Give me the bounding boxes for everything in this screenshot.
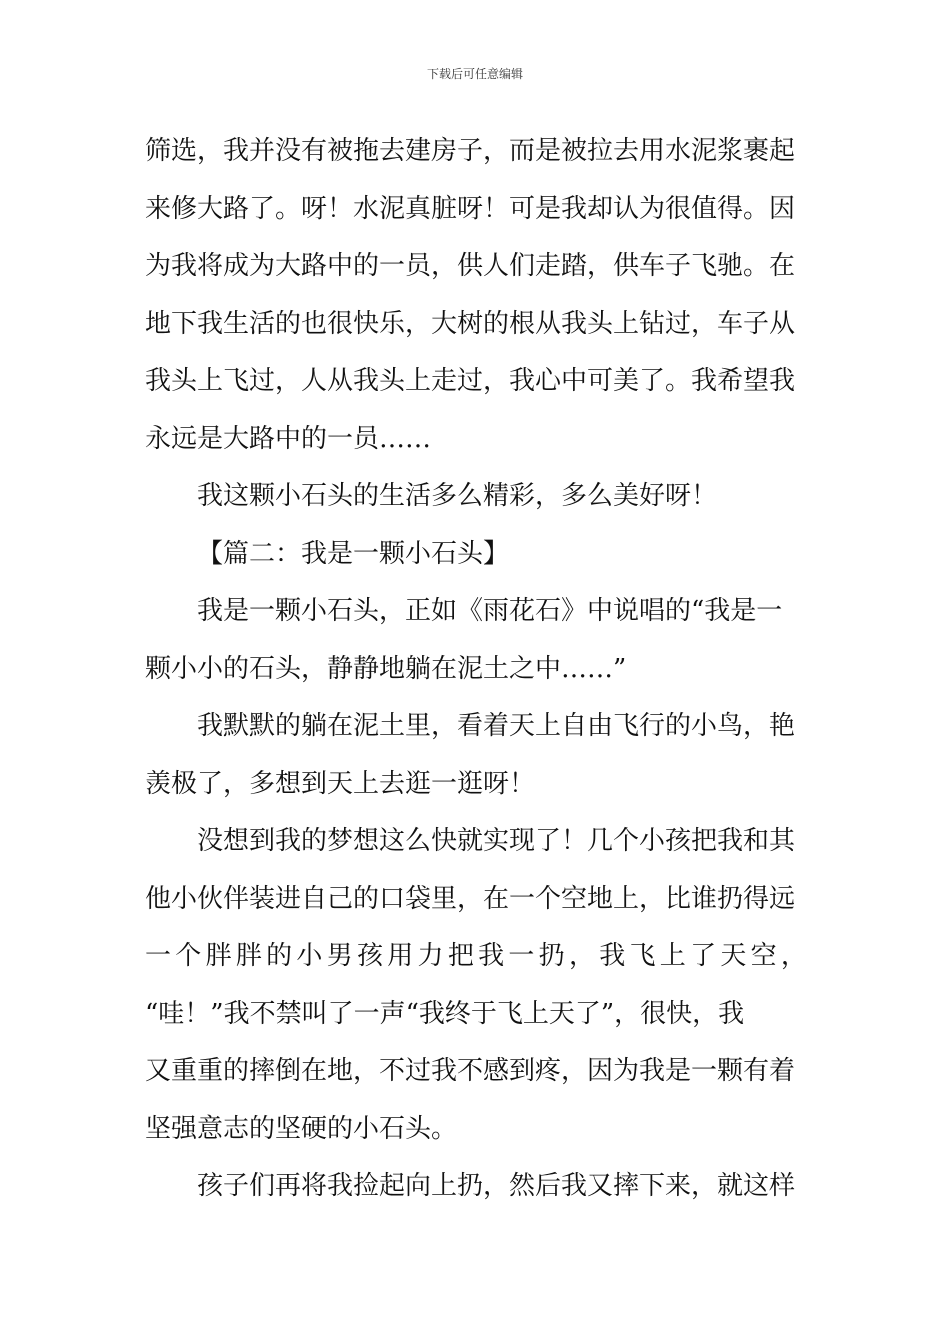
text-line-justified (145, 933, 807, 991)
text-char: 我 (478, 941, 505, 971)
text-line: 我是一颗小石头，正如《雨花石》中说唱的“我是一 (197, 596, 783, 626)
text-char: 把 (447, 941, 474, 971)
text-char: 扔 (538, 941, 565, 971)
text-line: 地下我生活的也很快乐，大树的根从我头上钻过，车子从 (145, 308, 796, 339)
document-body (145, 128, 807, 1221)
text-char: 飞 (629, 941, 656, 971)
text-line: 他小伙伴装进自己的口袋里，在一个空地上，比谁扔得远 (145, 883, 796, 914)
text-line: 颗小小的石头，静静地躺在泥土之中……” (145, 653, 627, 684)
text-char: 小 (296, 941, 323, 971)
text-line: 坚强意志的坚硬的小石头。 (145, 1113, 458, 1144)
section-heading: 【篇二：我是一颗小石头】 (197, 538, 510, 569)
text-char: 上 (659, 941, 686, 971)
text-char: ， (568, 941, 595, 971)
text-line: 没想到我的梦想这么快就实现了！几个小孩把我和其 (197, 826, 796, 856)
text-line: 筛选，我并没有被拖去建房子，而是被拉去用水泥浆裹起 (145, 136, 796, 166)
text-line: 我默默的躺在泥土里，看着天上自由飞行的小鸟，艳 (197, 711, 796, 741)
text-line: 为我将成为大路中的一员，供人们走踏，供车子飞驰。在 (145, 251, 796, 281)
text-char: 一 (145, 941, 172, 971)
text-line: 来修大路了。呀！水泥真脏呀！可是我却认为很值得。因 (145, 193, 796, 224)
text-line: 我头上飞过，人从我头上走过，我心中可美了。我希望我 (145, 366, 796, 396)
text-char: 孩 (356, 941, 383, 971)
text-char: 我 (599, 941, 626, 971)
text-char: 胖 (235, 941, 262, 971)
text-char: 天 (720, 941, 747, 971)
text-line: 羡极了，多想到天上去逛一逛呀！ (145, 768, 536, 799)
text-line: “哇！”我不禁叫了一声“我终于飞上天了”，很快，我 (145, 998, 745, 1029)
text-char: 力 (417, 941, 444, 971)
text-char: 了 (690, 941, 717, 971)
text-char: 用 (387, 941, 414, 971)
text-char: 的 (266, 941, 293, 971)
text-char: 个 (175, 941, 202, 971)
page-header: 下载后可任意编辑 (426, 67, 523, 81)
text-char: 胖 (205, 941, 232, 971)
text-char: 一 (508, 941, 535, 971)
text-char: ， (780, 941, 807, 971)
text-char: 男 (326, 941, 353, 971)
text-line: 永远是大路中的一员…… (145, 423, 432, 454)
text-char: 空 (750, 941, 777, 971)
text-line: 孩子们再将我捡起向上扔，然后我又摔下来，就这样 (197, 1171, 796, 1201)
text-line: 我这颗小石头的生活多么精彩，多么美好呀！ (197, 481, 718, 511)
text-line: 又重重的摔倒在地，不过我不感到疼，因为我是一颗有着 (145, 1056, 796, 1086)
